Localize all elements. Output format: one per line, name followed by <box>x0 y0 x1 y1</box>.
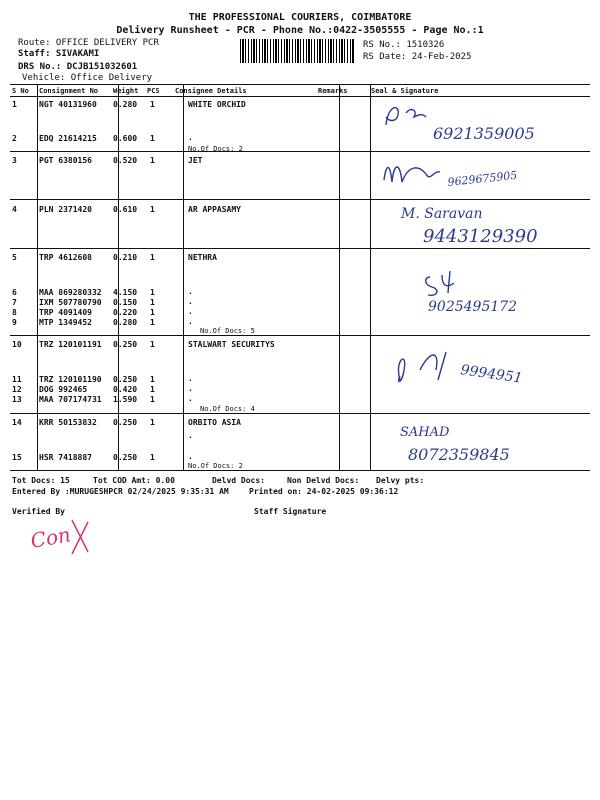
staff-label: Staff: SIVAKAMI <box>18 49 100 59</box>
col-consignee: Consignee Details <box>175 87 247 95</box>
printed-on: Printed on: 24-02-2025 09:36:12 <box>249 487 399 496</box>
signature-5 <box>390 340 580 400</box>
consignee-name: JET <box>188 156 203 165</box>
handwritten-name: M. Saravan <box>401 206 483 222</box>
verified-signature <box>28 512 98 560</box>
docs-count: No.Of Docs: 4 <box>200 405 255 413</box>
signature-4 <box>420 265 580 315</box>
handwritten-phone: 9443129390 <box>423 226 538 247</box>
col-remarks: Remarks <box>318 87 348 95</box>
staff-signature-label: Staff Signature <box>254 507 327 516</box>
handwritten-name: SAHAD <box>400 425 450 440</box>
company-name: THE PROFESSIONAL COURIERS, COIMBATORE <box>188 12 412 23</box>
handwritten-phone: 9629675905 <box>446 168 518 189</box>
col-weight: Weight <box>113 87 139 95</box>
non-delivered-docs: Non Delvd Docs: <box>287 476 360 485</box>
handwritten-phone: 8072359845 <box>408 445 510 464</box>
consignee-name: WHITE ORCHID <box>188 100 246 109</box>
handwritten-phone: 9025495172 <box>428 299 518 315</box>
signature-2 <box>378 152 568 197</box>
verified-by-label: Verified By <box>12 507 65 516</box>
handwritten-phone: 6921359005 <box>433 124 535 143</box>
docs-count: No.Of Docs: 5 <box>200 327 255 335</box>
consignee-name: AR APPASAMY <box>188 205 241 214</box>
vehicle-label: Vehicle: Office Delivery <box>22 73 153 83</box>
docs-count: No.Of Docs: 2 <box>188 145 243 153</box>
rs-date: RS Date: 24-Feb-2025 <box>363 52 472 62</box>
signature-6 <box>396 418 576 468</box>
signature-1 <box>378 95 568 150</box>
dot: . <box>188 431 193 440</box>
col-sno: S No <box>12 87 29 95</box>
consignee-name: ORBITO ASIA <box>188 418 241 427</box>
signature-3 <box>395 200 575 248</box>
entered-by: Entered By :MURUGESHPCR 02/24/2025 9:35:31 AM <box>12 487 229 496</box>
delivery-points: Delvy pts: <box>376 476 425 485</box>
consignee-name: NETHRA <box>188 253 217 262</box>
col-seal-signature: Seal & Signature <box>371 87 439 95</box>
consignee-name: STALWART SECURITYS <box>188 340 275 349</box>
runsheet-title: Delivery Runsheet - PCR - Phone No.:0422-3505555 - Page No.:1 <box>116 25 484 36</box>
drs-number: DRS No.: DCJB151032601 <box>18 62 138 72</box>
delivered-docs: Delvd Docs: <box>212 476 265 485</box>
total-docs: Tot Docs: 15 <box>12 476 70 485</box>
handwritten-phone: 9994951 <box>459 362 524 387</box>
col-pcs: PCS <box>147 87 160 95</box>
docs-count: No.Of Docs: 2 <box>188 462 243 470</box>
col-consignment: Consignment No <box>39 87 99 95</box>
handwritten-mark: Con <box>28 522 73 553</box>
route-label: Route: OFFICE DELIVERY PCR <box>18 38 159 48</box>
rs-number: RS No.: 1510326 <box>363 40 445 50</box>
barcode-image <box>240 39 355 63</box>
total-cod-amount: Tot COD Amt: 0.00 <box>93 476 175 485</box>
